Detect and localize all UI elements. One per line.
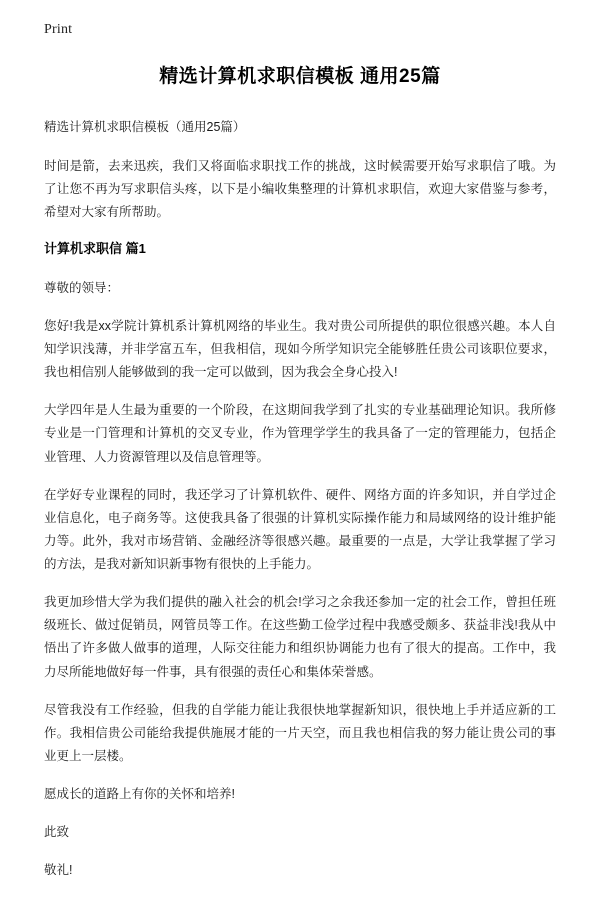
body-paragraph: 大学四年是人生最为重要的一个阶段，在这期间我学到了扎实的专业基础理论知识。我所修专业是一门管理和计算机的交叉专业，作为管理学学生的我具备了一定的管理能力，包括企业管理、人力资源管理以及信息管理等。: [44, 403, 556, 464]
body-paragraph: 我更加珍惜大学为我们提供的融入社会的机会!学习之余我还参加一定的社会工作，曾担任班级班长、做过促销员，网管员等工作。在这些勤工俭学过程中我感受颇多、获益非浅!我从中悟出了许多做人做事的道理，人际交往能力和组织协调能力也有了很大的提高。工作中，我力尽所能地做好每一件事，具有很强的责任心和集体荣誉感。: [44, 595, 556, 679]
closing-line-1: 此致: [44, 825, 70, 840]
body-paragraph: 您好!我是xx学院计算机系计算机网络的毕业生。我对贵公司所提供的职位很感兴趣。本人自知学识浅薄，并非学富五车，但我相信，现如今所学知识完全能够胜任贵公司该职位要求，我也相信别人能够做到的我一定可以做到，因为我会全身心投入!: [44, 318, 556, 380]
body-paragraph: 尽管我没有工作经验，但我的自学能力能让我很快地掌握新知识，很快地上手并适应新的工作。我相信贵公司能给我提供施展才能的一片天空，而且我也相信我的努力能让贵公司的事业更上一层楼。: [44, 702, 556, 763]
document-subtitle: 精选计算机求职信模板（通用25篇）: [44, 119, 246, 134]
salutation: 尊敬的领导：: [44, 280, 120, 295]
document-body: [44, 64, 556, 897]
print-label[interactable]: Print: [44, 22, 73, 37]
body-paragraph: 在学好专业课程的同时，我还学习了计算机软件、硬件、网络方面的许多知识，并自学过企业信息化，电子商务等。这使我具备了很强的计算机实际操作能力和局域网络的设计维护能力等。此外，我对市场营销、金融经济等很感兴趣。最重要的一点是，大学让我掌握了学习的方法，是我对新知识新事物有很快的上手能力。: [44, 487, 556, 572]
section-heading: 计算机求职信 篇1: [44, 240, 146, 256]
intro-paragraph: 时间是箭，去来迅疾，我们又将面临求职找工作的挑战，这时候需要开始写求职信了哦。为了让您不再为写求职信头疼，以下是小编收集整理的计算机求职信，欢迎大家借鉴与参考，希望对大家有所帮助。: [44, 158, 556, 219]
body-paragraph: 愿成长的道路上有你的关怀和培养!: [44, 787, 235, 802]
page-title: 精选计算机求职信模板 通用25篇: [159, 66, 441, 87]
closing-line-2: 敬礼!: [44, 863, 73, 878]
